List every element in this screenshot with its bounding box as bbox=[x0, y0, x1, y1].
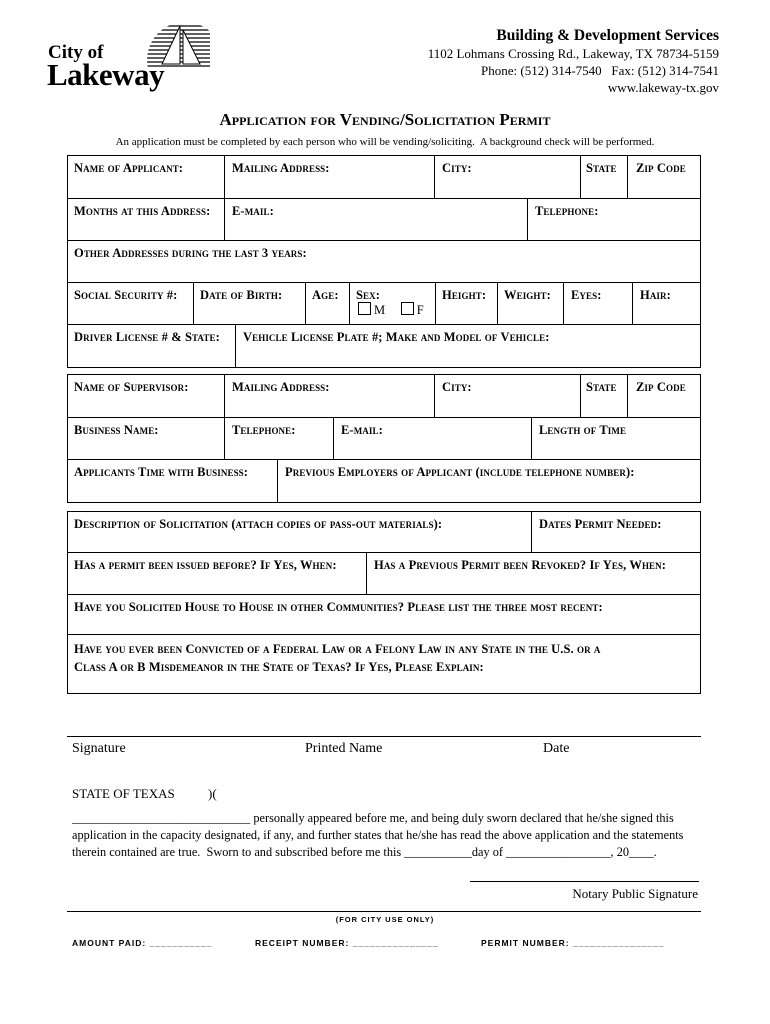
other-addresses-field[interactable]: Other Addresses during the last 3 years: bbox=[74, 246, 307, 260]
permit-number-field[interactable]: PERMIT NUMBER: ________________ bbox=[481, 938, 665, 948]
city-field[interactable]: City: bbox=[442, 161, 472, 175]
state-field[interactable]: State bbox=[586, 161, 617, 175]
months-at-address-field[interactable]: Months at this Address: bbox=[74, 204, 211, 218]
page-subtitle: An application must be completed by each person who will be vending/soliciting. A background check will be performed. bbox=[115, 136, 655, 148]
length-of-time-field[interactable]: Length of Time bbox=[539, 423, 627, 437]
hair-field[interactable]: Hair: bbox=[640, 288, 671, 302]
mailing-address-field[interactable]: Mailing Address: bbox=[232, 161, 330, 175]
supervisor-city-field[interactable]: City: bbox=[442, 380, 472, 394]
convicted-line2: Class A or B Misdemeanor in the State of Texas? If Yes, Please Explain: bbox=[74, 660, 484, 674]
business-telephone-field[interactable]: Telephone: bbox=[232, 423, 296, 437]
signature-label: Signature bbox=[72, 741, 126, 756]
name-of-applicant-field[interactable]: Name of Applicant: bbox=[74, 161, 184, 175]
notary-text bbox=[72, 810, 704, 861]
sex-f-checkbox[interactable] bbox=[401, 302, 414, 315]
logo-city-of: City of bbox=[48, 42, 104, 63]
amount-paid-field[interactable]: AMOUNT PAID: ___________ bbox=[72, 938, 213, 948]
dob-field[interactable]: Date of Birth: bbox=[200, 288, 283, 302]
notary-line2: application in the capacity designated, if any, and further states that he/she has read the above application and the statements bbox=[72, 828, 684, 842]
sex-label: Sex: bbox=[356, 288, 381, 302]
convicted-field[interactable] bbox=[68, 636, 607, 680]
business-name-field[interactable]: Business Name: bbox=[74, 423, 159, 437]
permit-revoked-field[interactable]: Has a Previous Permit been Revoked? If Yes, When: bbox=[374, 558, 667, 572]
sex-f-label: F bbox=[416, 303, 424, 317]
driver-license-field[interactable]: Driver License # & State: bbox=[74, 330, 220, 344]
sex-m-checkbox[interactable] bbox=[358, 302, 371, 315]
eyes-field[interactable]: Eyes: bbox=[571, 288, 602, 302]
supervisor-field[interactable]: Name of Supervisor: bbox=[74, 380, 189, 394]
page-title: Application for Vending/Solicitation Permit bbox=[219, 110, 551, 129]
convicted-line1: Have you ever been Convicted of a Federal Law or a Felony Law in any State in the U.S. or a bbox=[74, 642, 601, 656]
height-field[interactable]: Height: bbox=[442, 288, 487, 302]
telephone-field[interactable]: Telephone: bbox=[535, 204, 599, 218]
signature-line[interactable] bbox=[67, 736, 701, 737]
city-use-label: (FOR CITY USE ONLY) bbox=[335, 915, 435, 924]
age-field[interactable]: Age: bbox=[312, 288, 339, 302]
sex-m-label: M bbox=[374, 303, 386, 317]
dates-needed-field[interactable]: Dates Permit Needed: bbox=[539, 517, 662, 531]
solicited-field[interactable]: Have you Solicited House to House in other Communities? Please list the three most recent: bbox=[74, 600, 603, 614]
supervisor-state-field[interactable]: State bbox=[586, 380, 617, 394]
date-label: Date bbox=[543, 741, 570, 756]
business-email-field[interactable]: E-mail: bbox=[341, 423, 383, 437]
dept-name: Building & Development Services bbox=[496, 27, 719, 44]
description-field[interactable]: Description of Solicitation (attach copies of pass-out materials): bbox=[74, 517, 443, 531]
supervisor-mailing-address-field[interactable]: Mailing Address: bbox=[232, 380, 330, 394]
zip-code-field[interactable]: Zip Code bbox=[636, 161, 686, 175]
email-field[interactable]: E-mail: bbox=[232, 204, 274, 218]
printed-name-label: Printed Name bbox=[305, 741, 383, 756]
previous-employers-field[interactable]: Previous Employers of Applicant (include telephone number): bbox=[285, 465, 635, 479]
notary-signature-line[interactable] bbox=[470, 881, 699, 882]
weight-field[interactable]: Weight: bbox=[504, 288, 551, 302]
vehicle-field[interactable]: Vehicle License Plate #; Make and Model of Vehicle: bbox=[243, 330, 550, 344]
dept-phone-fax: Phone: (512) 314-7540 Fax: (512) 314-7541 bbox=[481, 63, 719, 78]
sex-options bbox=[358, 302, 424, 319]
receipt-number-field[interactable]: RECEIPT NUMBER: _______________ bbox=[255, 938, 439, 948]
bracket: )( bbox=[208, 786, 217, 801]
ssn-field[interactable]: Social Security #: bbox=[74, 288, 178, 302]
notary-line3: therein contained are true. Sworn to and subscribed before me this ___________day of _________________, 20____. bbox=[72, 845, 657, 859]
notary-signature-label: Notary Public Signature bbox=[572, 886, 698, 901]
supervisor-zip-field[interactable]: Zip Code bbox=[636, 380, 686, 394]
permit-before-field[interactable]: Has a permit been issued before? If Yes, When: bbox=[74, 558, 337, 572]
time-with-business-field[interactable]: Applicants Time with Business: bbox=[74, 465, 249, 479]
notary-line1: _____________________________ personally appeared before me, and being duly sworn declared that he/she signed this bbox=[72, 811, 674, 825]
logo-lakeway: Lakeway bbox=[47, 57, 165, 92]
dept-website: www.lakeway-tx.gov bbox=[607, 80, 719, 95]
state-of-texas: STATE OF TEXAS bbox=[72, 786, 175, 801]
dept-address: 1102 Lohmans Crossing Rd., Lakeway, TX 78734-5159 bbox=[427, 46, 719, 61]
